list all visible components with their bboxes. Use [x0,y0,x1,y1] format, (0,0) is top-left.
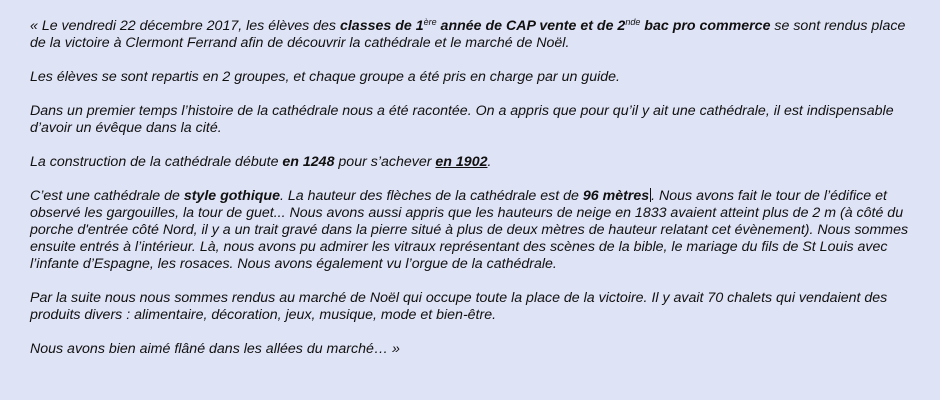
paragraph-4: La construction de la cathédrale débute en 1248 pour s’achever en 1902. [30,154,492,170]
paragraph-1: « Le vendredi 22 décembre 2017, les élèves des classes de 1ère année de CAP vente et de 2nde bac pro commerce se sont rendus place de la victoire à Clermont Ferrand afin de découvrir la cathédrale et le marché de Noël. [30,17,906,51]
paragraph-3: Dans un premier temps l’histoire de la cathédrale nous a été racontée. On a appris que pour qu’il y ait une cathédrale, il est indispensable d’avoir un évêque dans la cité. [30,103,894,136]
paragraph-6: Par la suite nous nous sommes rendus au marché de Noël qui occupe toute la place de la victoire. Il y avait 70 chalets qui vendaient des produits divers : alimentaire, décoration, jeux, musique, mode et bien-être. [30,290,888,323]
article-text-box[interactable] [30,18,910,375]
paragraph-7: Nous avons bien aimé flâné dans les allées du marché… » [30,341,400,357]
superscript: ère [423,17,437,27]
paragraph-5: C’est une cathédrale de style gothique. La hauteur des flèches de la cathédrale est de 96 mètres . Nous avons fait le tour de l’édifice et observé les gargouilles, la tour de guet... Nous avons aussi appris que les hauteurs de neige en 1833 avaient atteint plus de 2 m (à côté du porche d'entrée côté Nord, il y a un trait gravé dans la pierre situé à plus de deux mètres de hauteur relatant cet évènement). Nous sommes ensuite entrés à l’intérieur. Là, nous avons pu admirer les vitraux représentant des scènes de la bible, le mariage du fils de St Louis avec l’infante d’Espagne, les rosaces. Nous avons également vu l’orgue de la cathédrale. [30,188,909,272]
superscript: nde [625,17,641,27]
paragraph-2: Les élèves se sont repartis en 2 groupes, et chaque groupe a été pris en charge par un guide. [30,69,620,85]
